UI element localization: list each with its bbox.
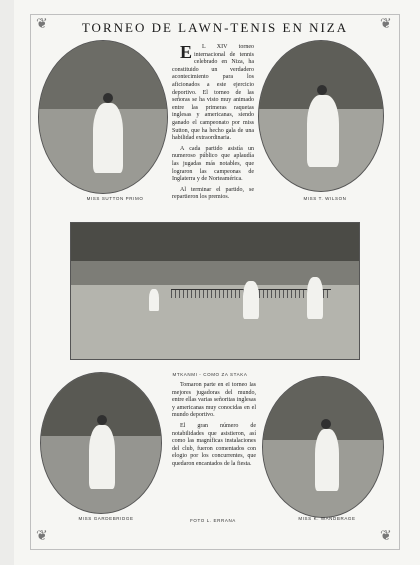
article-top [172, 44, 254, 214]
corner-flourish-icon: ❦ [36, 528, 48, 544]
photo-top-right [258, 40, 384, 192]
caption-bottom-left: MISS GARDEBRIDGE [78, 516, 134, 521]
photo-bottom-right [262, 376, 384, 518]
corner-flourish-icon: ❦ [36, 16, 48, 32]
paragraph: Tomaron parte en el torneo las mejores jugadoras del mundo, entre ellas varias señoritas inglesas y americanas muy conocidas en el mundo deportivo. [172, 382, 256, 419]
photo-credit: FOTO L. ERRANA [190, 518, 236, 523]
photo-bottom-left [40, 372, 162, 514]
paragraph: El gran número de notabilidades que asistieron, así como las magníficas instalaciones del club, fueron comentados con elogio por los concurrentes, que quedaron encantados de la fiesta. [172, 422, 256, 467]
player-figure [149, 289, 159, 311]
paragraph: A cada partido asistía un numeroso público que aplaudía las jugadas más notables, que lograron las campeonas de Inglaterra y de Norteamérica. [172, 145, 254, 183]
caption-top-right: MISS T. WILSON [303, 196, 347, 201]
dropcap: E [180, 44, 193, 62]
page-headline: TORNEO DE LAWN-TENIS EN NIZA [81, 20, 349, 35]
player-figure [89, 425, 115, 489]
player-figure [315, 429, 339, 491]
paragraph: Al terminar el partido, se repartieron los premios. [172, 186, 254, 201]
player-figure [307, 277, 323, 319]
player-figure [93, 103, 123, 173]
article-bottom [172, 382, 256, 516]
page-binding-edge [0, 0, 14, 565]
photo-top-left [38, 40, 168, 194]
player-figure [243, 281, 259, 319]
photo-tennis-court [70, 222, 360, 360]
player-figure [307, 95, 339, 167]
paragraph: L XIV torneo internacional de tennis celebrado en Niza, ha constituido un verdadero acontecimiento para los aficionados a este ejercicio deportivo. El torneo de las señoras se ha visto muy animado entre las primeras raquetas inglesas y americanas, siendo ganado el campeonato por miss Sutton, que ha hecho gala de una habilidad extraordinaria. [172, 44, 254, 142]
caption-center-header: MTKANMI - COMO ZA STAKA [172, 372, 248, 377]
corner-flourish-icon: ❦ [380, 528, 392, 544]
corner-flourish-icon: ❦ [380, 16, 392, 32]
caption-bottom-right: MISS K. WANDBRAGE [298, 516, 356, 521]
caption-top-left: MISS SUTTON PRIMO [86, 196, 144, 201]
